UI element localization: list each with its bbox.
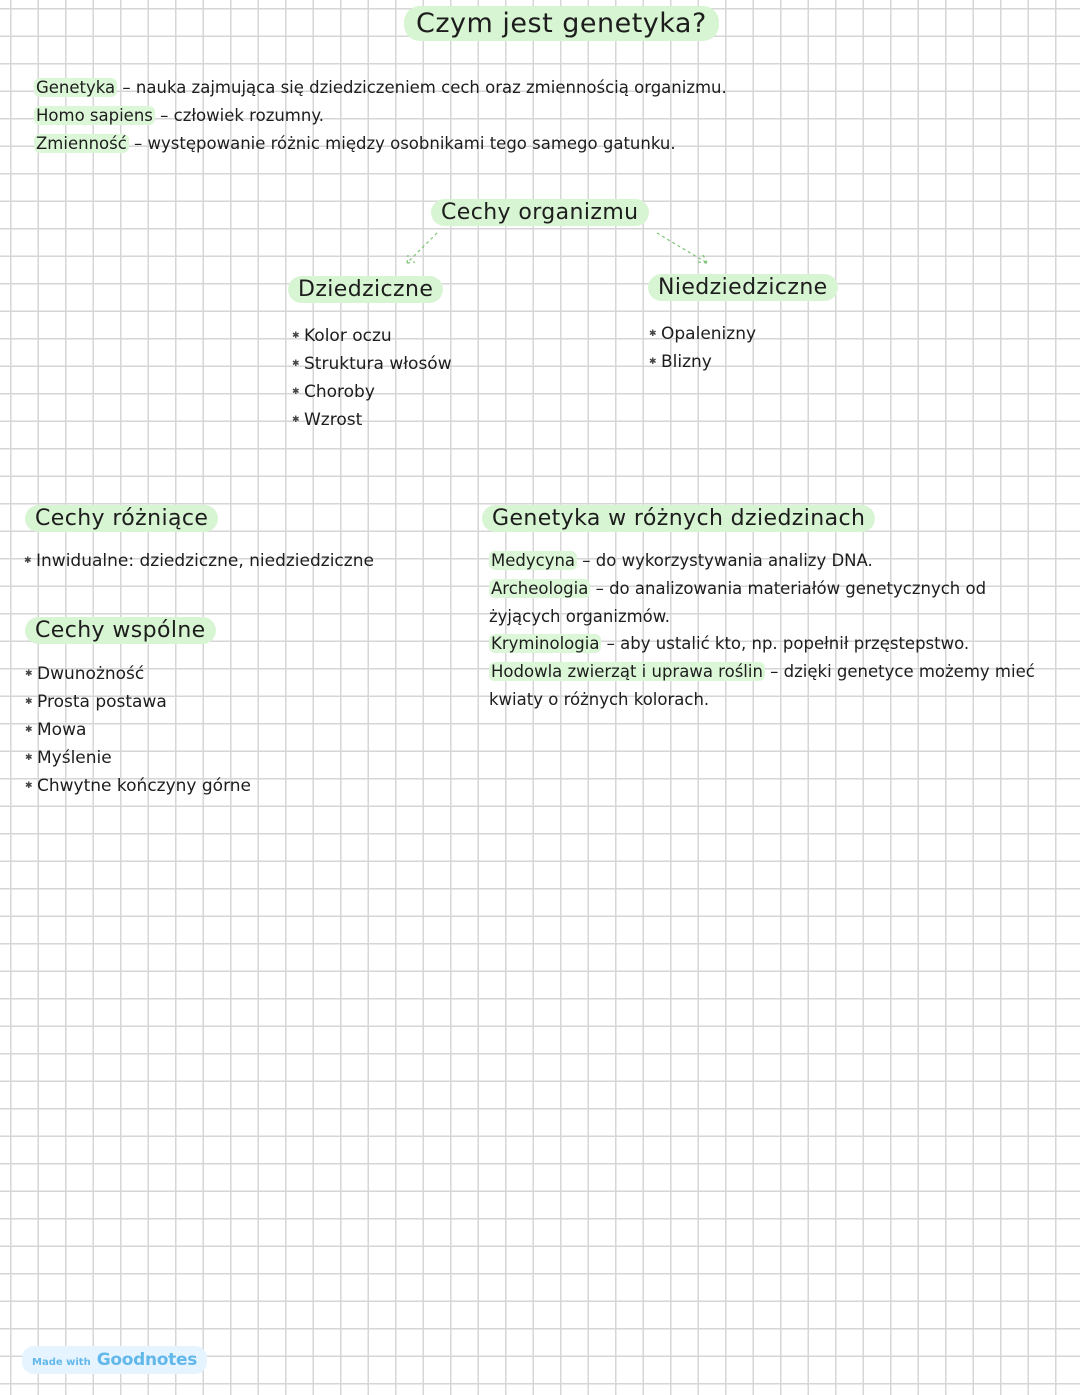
bullet-icon: ✱ [649, 329, 657, 339]
bullet-icon: ✱ [25, 725, 33, 735]
field-term: Medycyna [491, 551, 576, 570]
fields-list [489, 547, 1039, 714]
list-item [24, 547, 374, 575]
bullet-icon: ✱ [292, 359, 300, 369]
bullet-icon: ✱ [25, 781, 33, 791]
definition-genetyka [34, 74, 727, 102]
definition-zmiennosc [34, 130, 676, 158]
definition-text: – występowanie różnic między osobnikami tego samego gatunku. [128, 134, 676, 153]
differing-list [24, 547, 374, 575]
list-item-text: Myślenie [37, 748, 112, 768]
field-term: Kryminologia [491, 634, 600, 654]
field-text: – aby ustalić kto, np. popełnił przęstepstwo. [601, 634, 970, 654]
definition-text: – człowiek rozumny. [154, 106, 324, 125]
bullet-icon: ✱ [292, 331, 300, 341]
list-item-text: Dwunożność [37, 664, 145, 684]
watermark-prefix: Made with [32, 1357, 91, 1368]
definition-term: Homo sapiens [36, 106, 153, 125]
bullet-icon: ✱ [25, 753, 33, 763]
bullet-icon: ✱ [25, 669, 33, 679]
field-text: – do wykorzystywania analizy DNA. [577, 551, 873, 570]
field-entry [489, 630, 1039, 658]
definition-term: Genetyka [36, 78, 116, 97]
field-entry [489, 575, 1039, 631]
list-item [649, 348, 756, 376]
list-item [25, 744, 251, 772]
fields-heading [482, 505, 875, 532]
hereditary-heading-text: Dziedziczne [298, 277, 434, 302]
arrow-left-icon [407, 233, 437, 263]
list-item-text: Struktura włosów [304, 354, 452, 374]
definition-term: Zmienność [36, 134, 127, 153]
list-item [292, 378, 452, 406]
list-item-text: Chwytne kończyny górne [37, 776, 252, 796]
list-item-text: Mowa [37, 720, 87, 740]
list-item-text: Opalenizny [661, 324, 757, 344]
definition-text: – nauka zajmująca się dziedziczeniem cech oraz zmiennością organizmu. [117, 78, 727, 97]
list-item [25, 688, 251, 716]
bullet-icon: ✱ [292, 387, 300, 397]
traits-heading-text: Cechy organizmu [441, 200, 639, 225]
nonhereditary-heading-text: Niedziedziczne [658, 275, 828, 300]
hereditary-list [292, 322, 452, 434]
list-item-text: Blizny [661, 352, 712, 372]
list-item [25, 716, 251, 744]
nonhereditary-list [649, 320, 756, 376]
list-item-text: Kolor oczu [304, 326, 392, 346]
field-entry [489, 658, 1039, 714]
differing-heading-text: Cechy różniące [35, 506, 209, 531]
common-list [25, 660, 251, 800]
field-text: – dzięki genetyce możemy mieć kwiaty o różnych kolorach. [489, 662, 1035, 709]
common-heading-text: Cechy wspólne [35, 618, 206, 643]
bullet-icon: ✱ [649, 357, 657, 367]
list-item-text: Wzrost [304, 410, 363, 430]
nonhereditary-heading [648, 274, 838, 301]
common-heading [25, 617, 216, 644]
fields-heading-text: Genetyka w różnych dziedzinach [492, 506, 866, 531]
list-item-text: Inwidualne: dziedziczne, niedziedziczne [36, 551, 374, 571]
bullet-icon: ✱ [24, 556, 32, 566]
list-item [25, 772, 251, 800]
field-text: – do analizowania materiałów genetycznych od żyjących organizmów. [489, 578, 987, 626]
list-item [25, 660, 251, 688]
hereditary-heading [288, 276, 443, 303]
field-term: Archeologia [491, 578, 589, 598]
list-item-text: Choroby [304, 382, 375, 402]
page-title-text: Czym jest genetyka? [416, 8, 707, 39]
list-item [292, 406, 452, 434]
traits-heading [431, 199, 649, 226]
differing-heading [25, 505, 218, 532]
definition-homo-sapiens [34, 102, 324, 130]
bullet-icon: ✱ [292, 415, 300, 425]
watermark-brand: Goodnotes [96, 1350, 198, 1370]
list-item [292, 350, 452, 378]
goodnotes-watermark [22, 1346, 207, 1374]
bullet-icon: ✱ [25, 697, 33, 707]
page-title [404, 6, 719, 41]
field-term: Hodowla zwierząt i uprawa roślin [491, 662, 763, 682]
field-entry [489, 547, 1039, 575]
list-item-text: Prosta postawa [37, 692, 167, 712]
traits-arrows [395, 225, 725, 275]
arrow-right-icon [657, 233, 707, 263]
list-item [292, 322, 452, 350]
list-item [649, 320, 756, 348]
